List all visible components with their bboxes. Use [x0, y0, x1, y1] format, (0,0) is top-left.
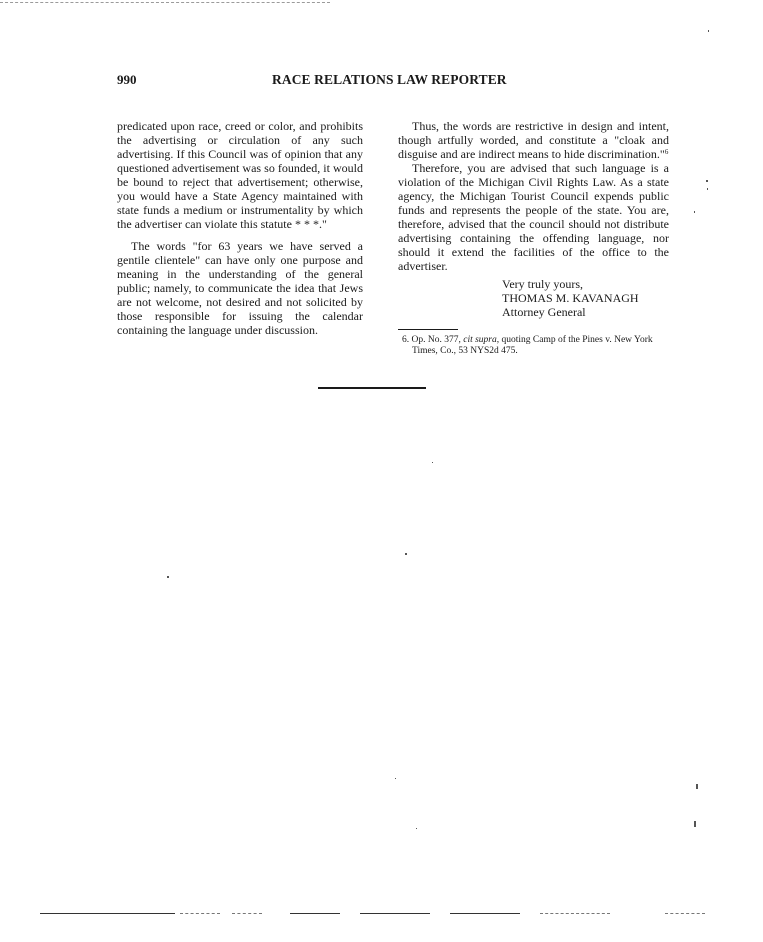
bottom-scan-edge	[180, 913, 220, 914]
footnote-rule	[398, 329, 458, 330]
bottom-scan-edge	[360, 913, 430, 914]
bottom-scan-edge	[450, 913, 520, 914]
footnote	[398, 335, 669, 357]
right-column	[398, 119, 669, 357]
page-number: 990	[117, 72, 137, 87]
footnote-number: 6.	[402, 335, 410, 345]
page-header	[0, 72, 763, 92]
bottom-scan-edge	[232, 913, 262, 914]
footnote-text-2: quoting Camp of the Pines v. New York Times, Co., 53 NYS2d 475.	[412, 335, 653, 356]
signer-name: THOMAS M. KAVANAGH	[502, 291, 639, 305]
footnote-italic: cit supra,	[463, 335, 500, 345]
footnote-text-1: Op. No. 377,	[411, 335, 461, 345]
footnote-reference: 6	[664, 148, 669, 156]
scan-speck	[706, 180, 708, 182]
right-paragraph-1	[398, 119, 669, 161]
left-column	[117, 119, 363, 337]
right-paragraph-1-text: Thus, the words are restrictive in design and intent, though artfully worded, and constitute a "cloak and disguise and are indirect means to hide discrimination."	[398, 119, 669, 161]
scan-speck	[167, 576, 169, 578]
scan-speck	[405, 553, 407, 555]
end-of-section-rule	[318, 387, 426, 389]
right-paragraph-2: Therefore, you are advised that such language is a violation of the Michigan Civil Rights Law. As a state agency, the Michigan Tourist Council expends public funds and represents the people of the state. You are, therefore, advised that the council should not distribute advertising containing the offending language, nor should it extend the facilities of the office to the advertiser.	[398, 161, 669, 273]
bottom-scan-edge	[540, 913, 610, 914]
bottom-scan-edge	[290, 913, 340, 914]
signature-block	[502, 277, 669, 319]
closing-salutation: Very truly yours,	[502, 277, 583, 291]
scan-speck	[694, 821, 696, 827]
running-head: RACE RELATIONS LAW REPORTER	[272, 72, 507, 87]
left-paragraph-1: predicated upon race, creed or color, and prohibits the advertising or circulation of any such advertising. If this Council was of opinion that any questioned advertisement was so founded, it would be bound to reject that advertisement; otherwise, you would have a State Agency maintained with state funds a medium or instrumentality by which the advertiser can violate this statute * * *."	[117, 119, 363, 231]
scan-speck	[395, 778, 396, 779]
top-dashed-edge	[0, 2, 330, 3]
scan-speck	[694, 211, 695, 213]
left-paragraph-2: The words "for 63 years we have served a gentile clientele" can have only one purpose and meaning in the understanding of the general public; namely, to communicate the idea that Jews are not welcome, not desired and not solicited by those responsible for issuing the calendar containing the language under discussion.	[117, 239, 363, 337]
signer-title: Attorney General	[502, 305, 586, 319]
bottom-scan-edge	[40, 913, 175, 914]
scan-speck	[708, 30, 709, 32]
bottom-scan-edge	[665, 913, 705, 914]
scan-speck	[432, 462, 433, 463]
scan-speck	[416, 828, 417, 829]
scan-speck	[707, 188, 708, 190]
scan-speck	[696, 784, 698, 789]
